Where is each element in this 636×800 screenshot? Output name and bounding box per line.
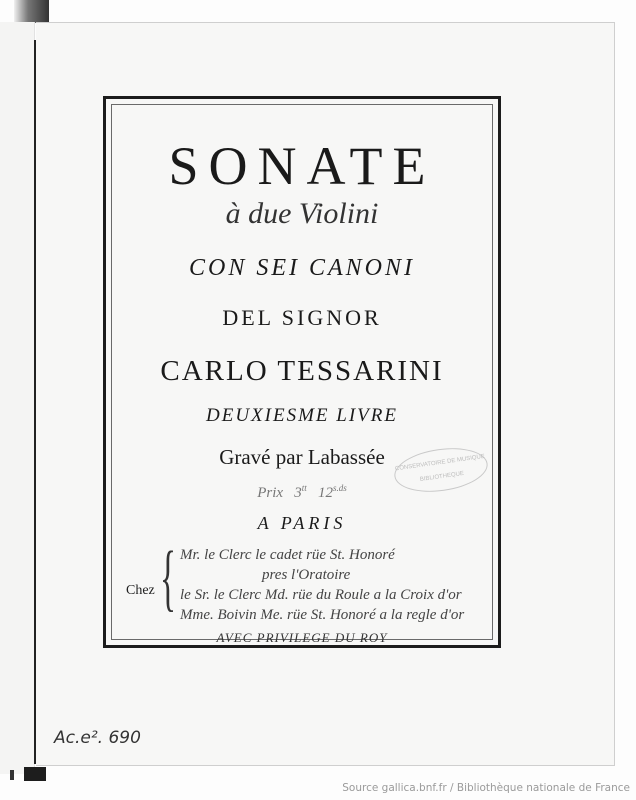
stamp-text-top: CONSERVATOIRE DE MUSIQUE bbox=[394, 453, 486, 473]
binding-tab-bottom bbox=[24, 767, 46, 781]
stamp-text-bottom: BIBLIOTHEQUE bbox=[419, 470, 465, 483]
binding-tab-top bbox=[14, 0, 49, 23]
binding-line bbox=[34, 40, 36, 764]
engraved-frame bbox=[103, 96, 501, 648]
facing-page-edge bbox=[0, 22, 35, 774]
price-value-livres: 3 bbox=[294, 485, 302, 501]
city-line: A PARIS bbox=[257, 513, 347, 533]
shelfmark: Ac.e². 690 bbox=[54, 728, 141, 748]
source-credit: Source gallica.bnf.fr / Bibliothèque nationale de France bbox=[342, 782, 630, 794]
address-line: le Sr. le Clerc Md. rüe du Roule a la Croix d'or bbox=[180, 587, 462, 603]
address-line: Mme. Boivin Me. rüe St. Honoré a la regle d'or bbox=[180, 607, 465, 623]
price-unit-livres: tt bbox=[301, 483, 307, 493]
composer-name: CARLO TESSARINI bbox=[160, 355, 444, 387]
title: SONATE bbox=[168, 136, 436, 196]
price-value-sols: 12 bbox=[318, 485, 334, 501]
engraved-frame-inner bbox=[111, 104, 493, 645]
privilege-line: AVEC PRIVILEGE DU ROY bbox=[216, 630, 388, 645]
engraver-line: Gravé par Labassée bbox=[219, 445, 385, 469]
canoni-line: CON SEI CANONI bbox=[188, 255, 415, 281]
brace-icon: { bbox=[160, 537, 176, 619]
price-unit-sols: s.ds bbox=[333, 483, 347, 493]
address-line: Mr. le Clerc le cadet rüe St. Honoré bbox=[180, 547, 395, 563]
chez-label: Chez bbox=[126, 583, 155, 598]
binding-mark-bottom bbox=[10, 770, 14, 780]
book-number: DEUXIESME LIVRE bbox=[206, 405, 398, 426]
subtitle: à due Violini bbox=[225, 197, 379, 230]
price-label: Prix bbox=[257, 485, 284, 501]
address-line: pres l'Oratoire bbox=[262, 567, 351, 583]
signor-line: DEL SIGNOR bbox=[222, 305, 382, 330]
